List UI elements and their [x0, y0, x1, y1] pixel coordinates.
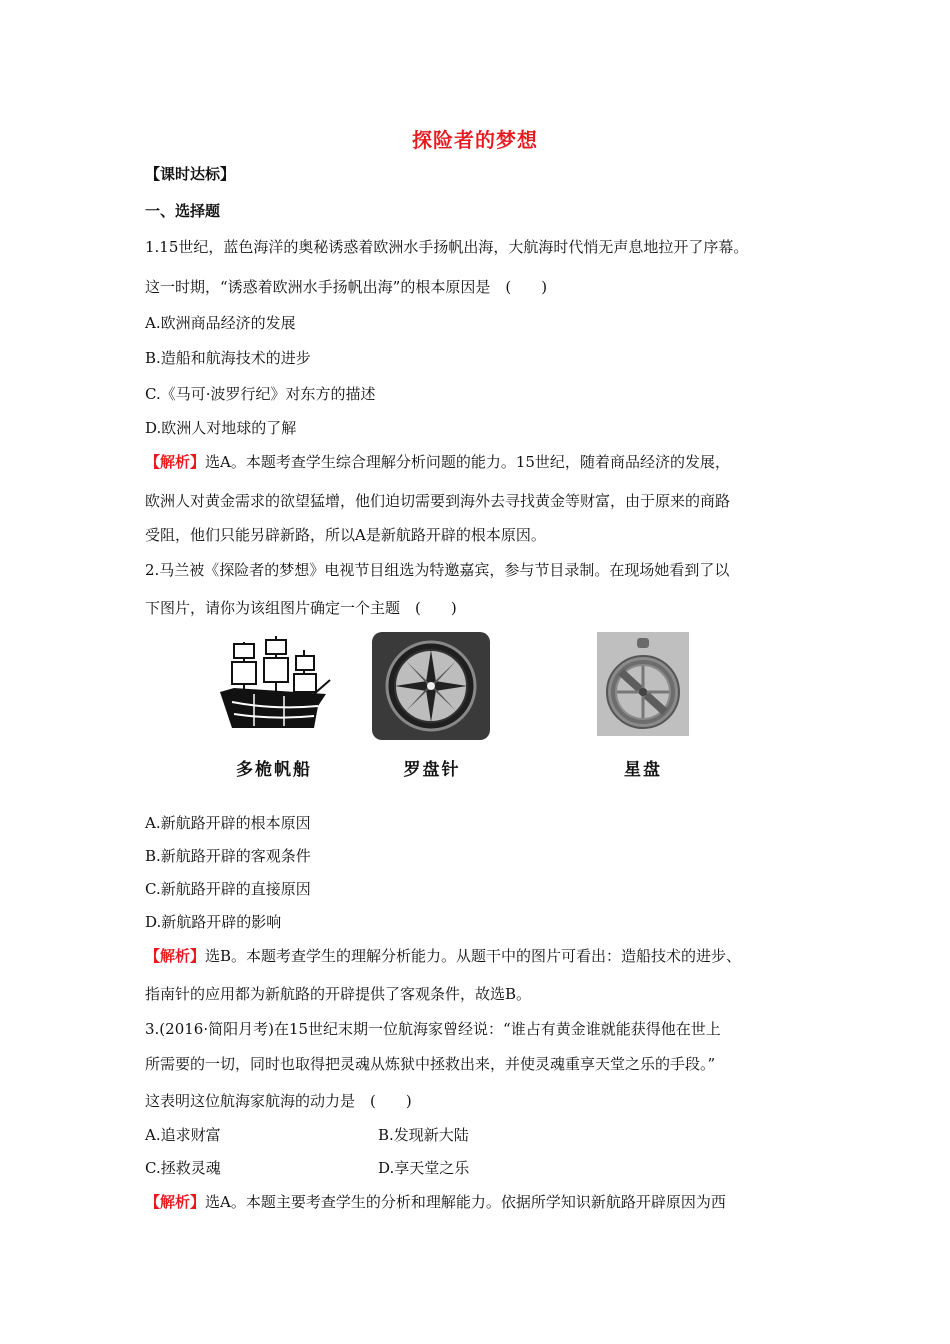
- q1-stem-line1: 1.15世纪，蓝色海洋的奥秘诱惑着欧洲水手扬帆出海，大航海时代悄无声息地拉开了序幕。: [145, 238, 749, 256]
- q1-stem-line2: 这一时期，“诱惑着欧洲水手扬帆出海”的根本原因是 ( ): [145, 278, 548, 296]
- compass-image: [372, 632, 490, 740]
- page-title: 探险者的梦想: [412, 128, 538, 152]
- q2-option-c: C.新航路开辟的直接原因: [145, 880, 311, 898]
- q3-stem-line3: 这表明这位航海家航海的动力是 ( ): [145, 1092, 412, 1110]
- q2-analysis-label: 【解析】: [145, 947, 206, 965]
- q3-option-b: B.发现新大陆: [378, 1126, 469, 1144]
- caption-compass: 罗盘针: [403, 760, 461, 780]
- q3-analysis-line1: [145, 1191, 825, 1212]
- q2-option-b: B.新航路开辟的客观条件: [145, 847, 311, 865]
- q1-analysis-line3: 受阻，他们只能另辟新路，所以A是新航路开辟的根本原因。: [145, 526, 546, 544]
- q3-analysis-text1: 选A。本题主要考查学生的分析和理解能力。依据所学知识新航路开辟原因为西: [205, 1193, 726, 1211]
- q3-stem-line2: 所需要的一切，同时也取得把灵魂从炼狱中拯救出来，并使灵魂重享天堂之乐的手段。”: [145, 1055, 716, 1073]
- q2-stem-line1: 2.马兰被《探险者的梦想》电视节目组选为特邀嘉宾，参与节目录制。在现场她看到了以: [145, 561, 730, 579]
- q2-stem-line2: 下图片，请你为该组图片确定一个主题 ( ): [145, 599, 457, 617]
- q3-option-c: C.拯救灵魂: [145, 1159, 221, 1177]
- section-label: 【课时达标】: [145, 165, 236, 183]
- q1-option-b: B.造船和航海技术的进步: [145, 349, 311, 367]
- q1-option-c: C.《马可·波罗行纪》对东方的描述: [145, 385, 376, 403]
- q3-analysis-label: 【解析】: [145, 1193, 206, 1211]
- q2-analysis-line1: [145, 945, 825, 966]
- q2-option-d: D.新航路开辟的影响: [145, 913, 282, 931]
- q2-analysis-text1: 选B。本题考查学生的理解分析能力。从题干中的图片可看出：造船技术的进步、: [205, 947, 742, 965]
- q3-option-d: D.享天堂之乐: [378, 1159, 470, 1177]
- q2-analysis-line2: 指南针的应用都为新航路的开辟提供了客观条件，故选B。: [145, 985, 532, 1003]
- q1-analysis-label: 【解析】: [145, 453, 206, 471]
- q1-analysis-line2: 欧洲人对黄金需求的欲望猛增，他们迫切需要到海外去寻找黄金等财富，由于原来的商路: [145, 492, 731, 510]
- caption-astrolabe: 星盘: [624, 760, 662, 780]
- astrolabe-image: [597, 632, 689, 736]
- part-heading: 一、选择题: [145, 202, 221, 220]
- q2-option-a: A.新航路开辟的根本原因: [145, 814, 311, 832]
- q3-stem-line1: 3.(2016·简阳月考)在15世纪末期一位航海家曾经说：“谁占有黄金谁就能获得他在世上: [145, 1020, 721, 1038]
- q3-options-row2: [145, 1157, 825, 1178]
- q1-option-a: A.欧洲商品经济的发展: [145, 314, 296, 332]
- q1-analysis-text1: 选A。本题考查学生综合理解分析问题的能力。15世纪，随着商品经济的发展，: [205, 453, 730, 471]
- q1-option-d: D.欧洲人对地球的了解: [145, 419, 297, 437]
- caption-sailing-ship: 多桅帆船: [236, 760, 312, 780]
- q1-analysis-line1: [145, 451, 825, 472]
- q3-options-row1: [145, 1124, 825, 1145]
- sailing-ship-image: [214, 632, 334, 742]
- q3-option-a: A.追求财富: [145, 1126, 221, 1144]
